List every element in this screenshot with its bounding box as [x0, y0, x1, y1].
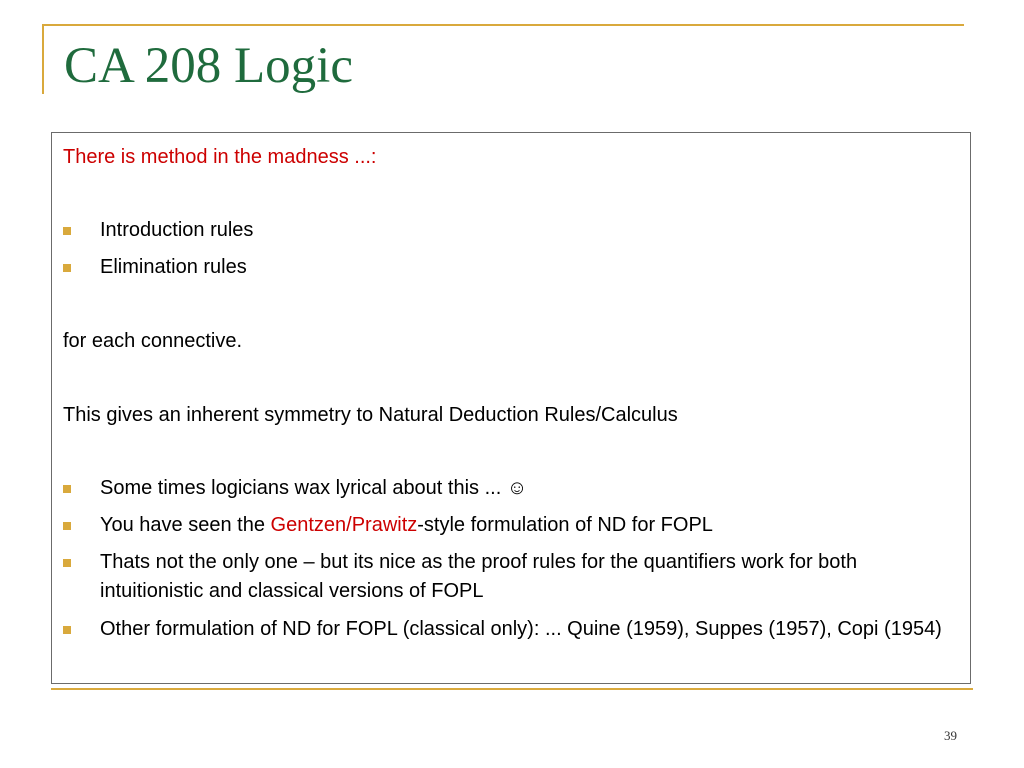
text-before-highlight: You have seen the [100, 514, 271, 536]
page-number: 39 [944, 728, 957, 743]
square-bullet-icon [63, 559, 71, 567]
symmetry-statement: This gives an inherent symmetry to Natural Deduction Rules/Calculus [63, 404, 678, 426]
top-accent-line [42, 24, 964, 26]
square-bullet-icon [63, 264, 71, 272]
bullet-item-introduction-rules [63, 216, 943, 245]
bullet-text: Introduction rules [100, 219, 254, 241]
bullet-item-gentzen-prawitz [63, 511, 943, 540]
bullet-text [100, 511, 943, 540]
bullet-text: Thats not the only one – but its nice as the proof rules for the quantifiers work for both intuitionistic and classical versions of FOPL [100, 551, 858, 602]
bullet-item-elimination-rules [63, 253, 943, 282]
left-accent-line [42, 24, 44, 94]
bullet-item-not-the-only-one [63, 548, 943, 606]
per-connective-text: for each connective. [63, 330, 242, 352]
slide-title: CA 208 Logic [64, 38, 353, 94]
square-bullet-icon [63, 485, 71, 493]
square-bullet-icon [63, 626, 71, 634]
bullet-text: Elimination rules [100, 256, 247, 278]
bullet-text: Other formulation of ND for FOPL (classical only): ... Quine (1959), Suppes (1957), Copi (1954) [100, 618, 942, 640]
text-after-highlight: -style formulation of ND for FOPL [417, 514, 713, 536]
bullet-text: Some times logicians wax lyrical about this ... ☺ [100, 477, 528, 499]
bullet-item-other-formulations [63, 615, 943, 644]
square-bullet-icon [63, 227, 71, 235]
bottom-accent-line [51, 688, 973, 690]
content-box [51, 132, 971, 684]
square-bullet-icon [63, 522, 71, 530]
bullet-item-wax-lyrical [63, 474, 943, 503]
gentzen-prawitz-highlight: Gentzen/Prawitz [270, 514, 418, 536]
intro-text: There is method in the madness ...: [63, 146, 377, 168]
